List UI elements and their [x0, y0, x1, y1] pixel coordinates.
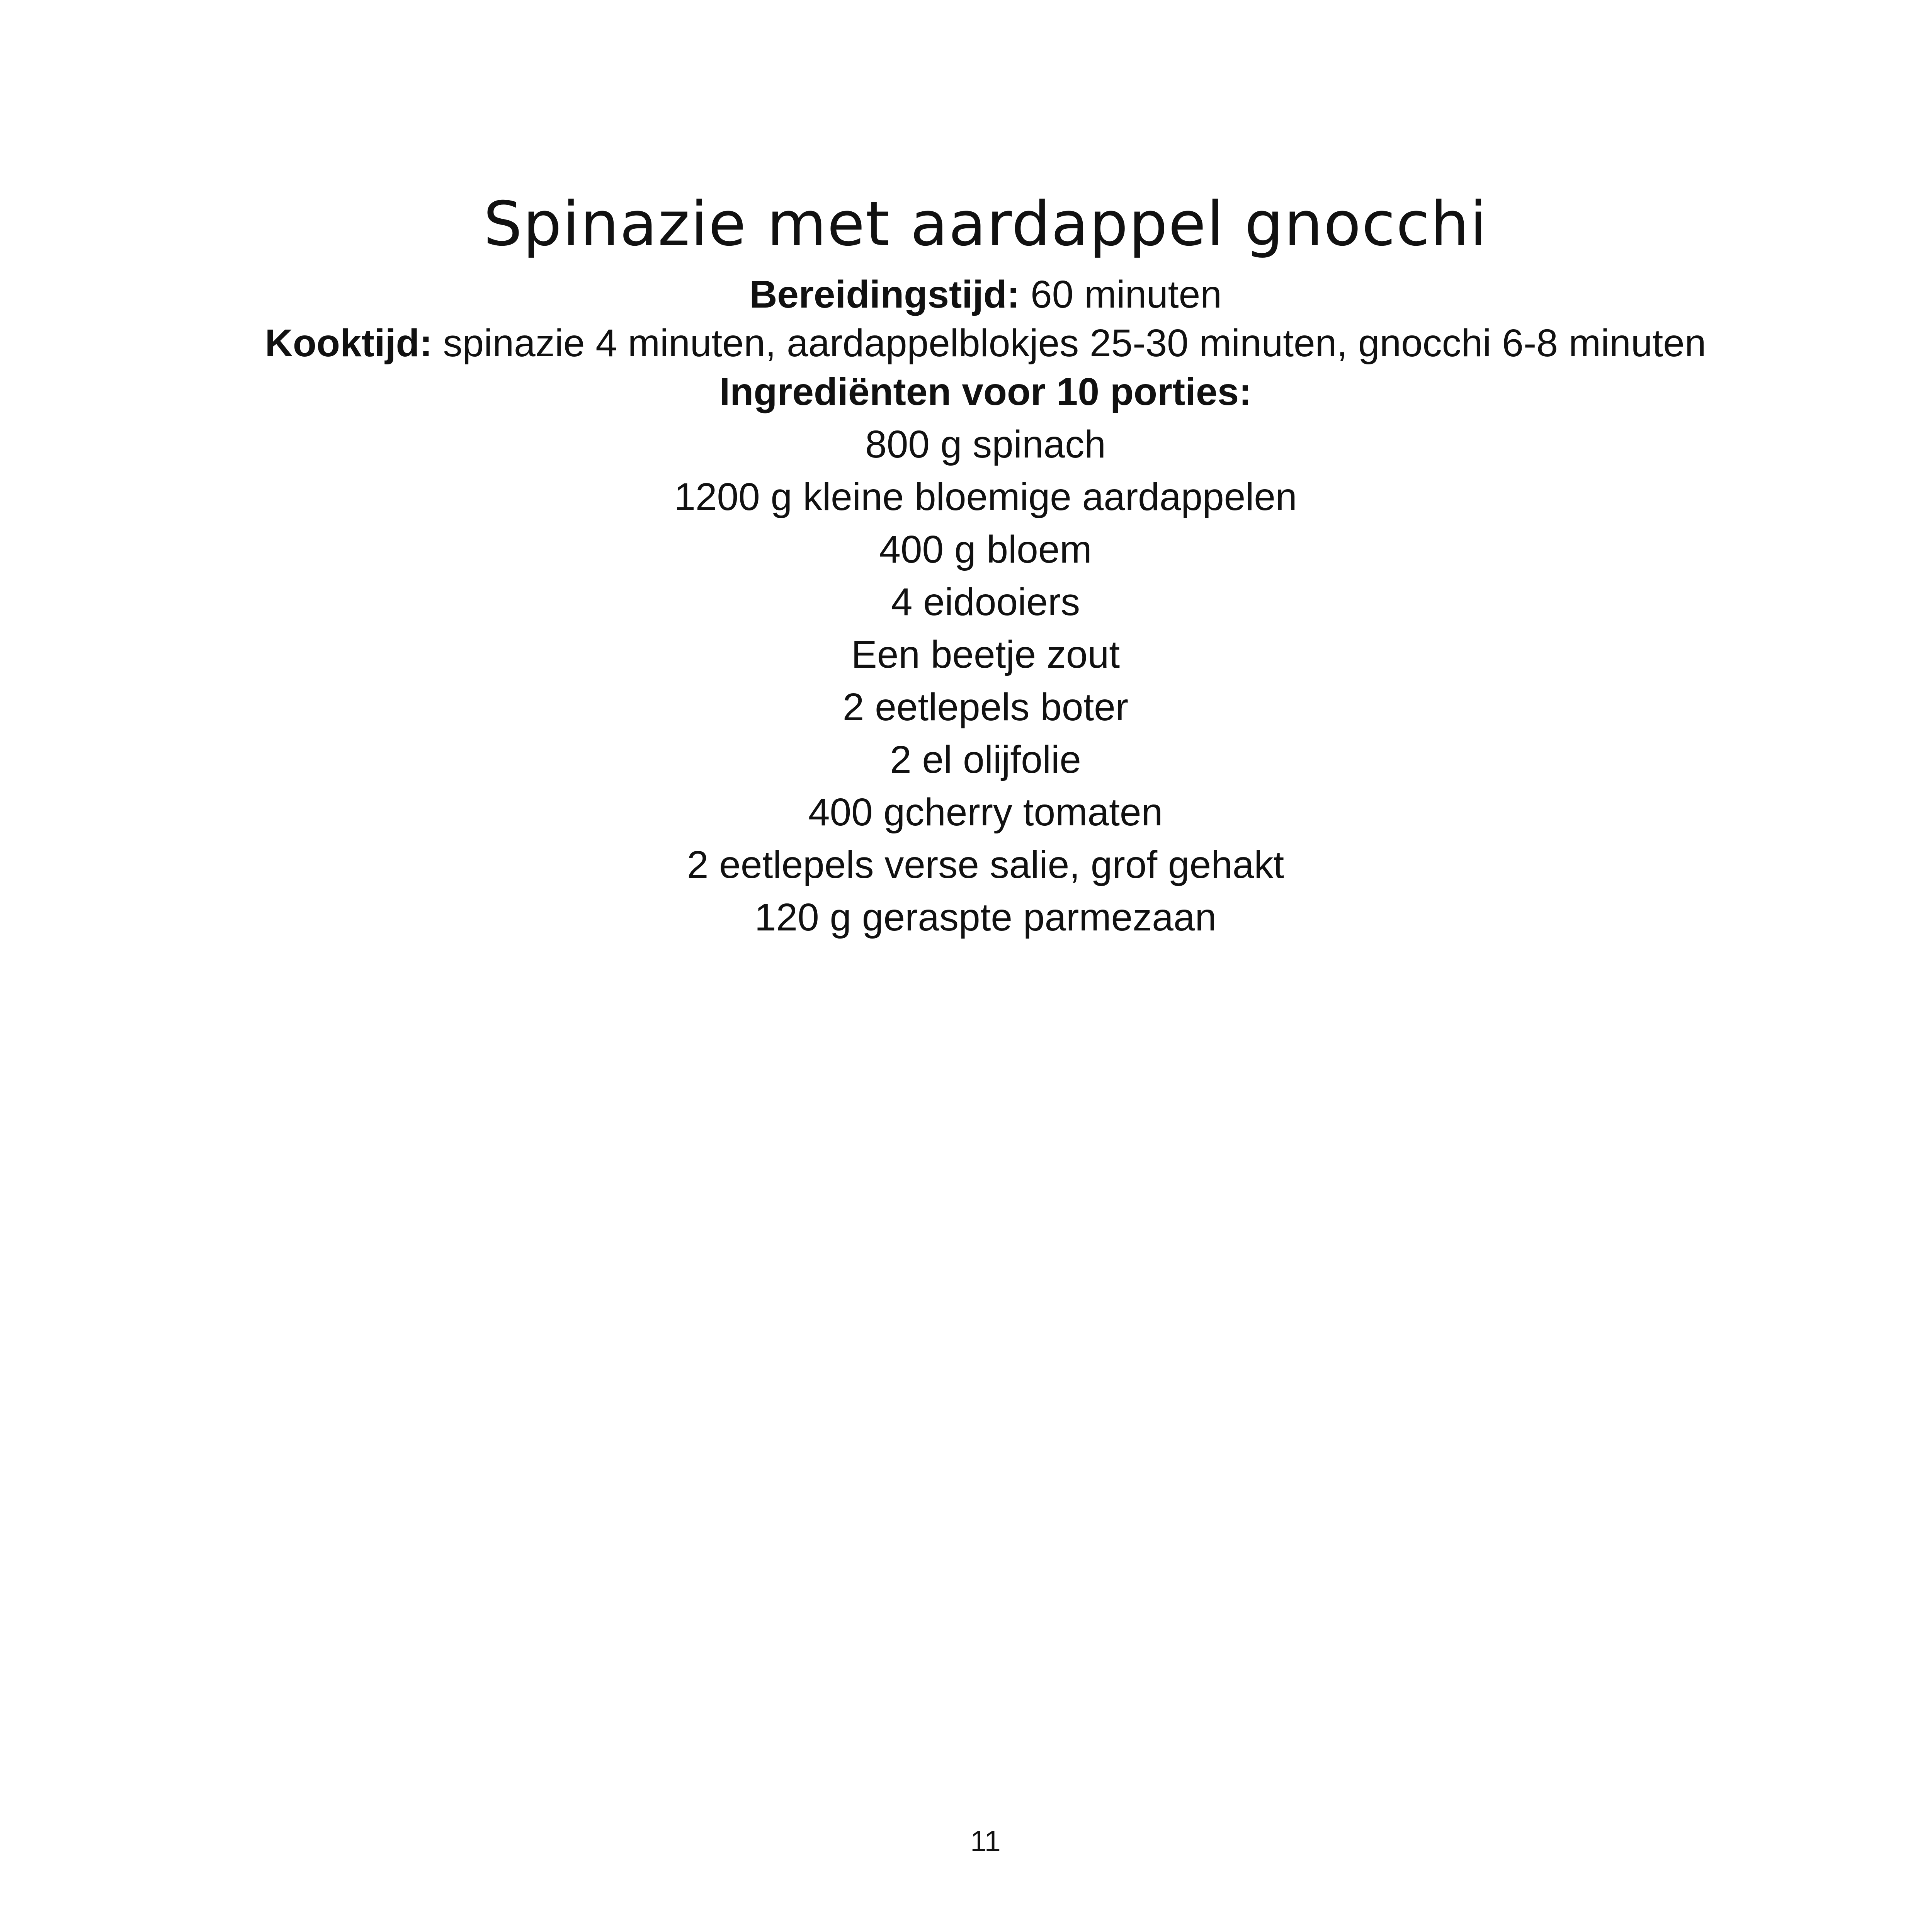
ingredient-item: Een beetje zout — [851, 633, 1120, 676]
cook-time-label: Kooktijd: — [265, 321, 432, 365]
page-number: 11 — [970, 1825, 1001, 1858]
ingredient-item: 800 g spinach — [865, 423, 1106, 466]
ingredient-item: 2 eetlepels boter — [842, 685, 1129, 729]
recipe-title: Spinazie met aardappel gnocchi — [483, 189, 1488, 260]
ingredients-heading: Ingrediënten voor 10 porties: — [719, 370, 1252, 413]
cook-time-line — [0, 319, 1932, 367]
prep-time-value: 60 minuten — [1020, 273, 1222, 316]
prep-time-label: Bereidingstijd: — [749, 273, 1020, 316]
ingredient-item: 400 gcherry tomaten — [808, 791, 1163, 834]
ingredient-item: 1200 g kleine bloemige aardappelen — [674, 475, 1297, 519]
ingredient-item: 120 g geraspte parmezaan — [754, 896, 1217, 939]
ingredient-item: 400 g bloem — [879, 528, 1092, 571]
cook-time-value: spinazie 4 minuten, aardappelblokjes 25-30 minuten, gnocchi 6-8 minuten — [432, 321, 1706, 365]
prep-time-line — [0, 270, 1932, 318]
ingredient-item: 2 el olijfolie — [890, 738, 1081, 781]
ingredient-list — [0, 418, 1932, 944]
ingredient-item: 4 eidooiers — [891, 580, 1080, 624]
ingredient-item: 2 eetlepels verse salie, grof gehakt — [687, 843, 1284, 886]
